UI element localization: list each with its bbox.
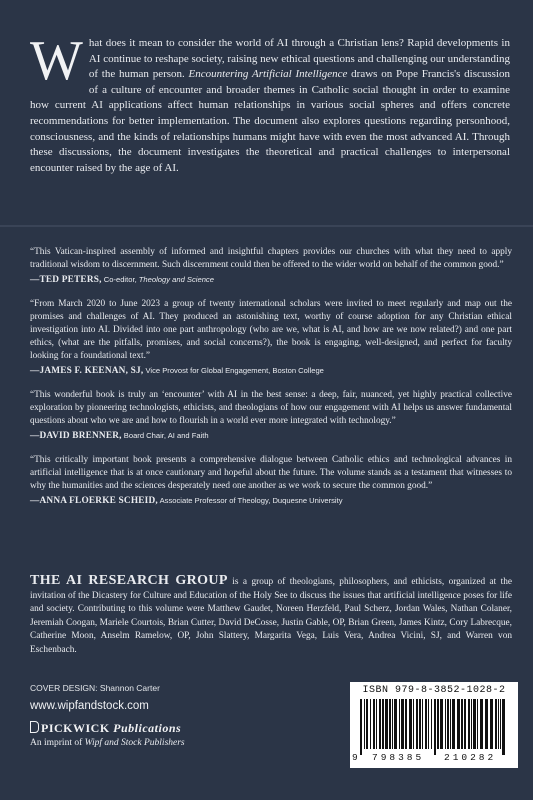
barcode-stripe	[366, 699, 368, 749]
barcode-stripe	[498, 699, 499, 749]
endorsement-1	[30, 246, 512, 287]
endorsement-quote: “From March 2020 to June 2023 a group of twenty international scholars were invited to meet regularly and map out the promises and challenges of AI. They produced an astonishing text, worthy of course adoption for any Christian ethical investigation into AI. Divided into one part anthropology (who are we, what is AI, and how are we now related?) and one part ethics, (what are the pitfalls, promises, and social concerns?), the book is engaging, well-designed, and perfect for faculty looking for a foundational text.”	[30, 299, 512, 361]
endorser-name: —TED PETERS,	[30, 275, 102, 285]
barcode-stripe	[405, 699, 407, 749]
barcode-stripe	[434, 699, 436, 755]
barcode-stripe	[495, 699, 497, 749]
endorsements	[30, 246, 512, 519]
barcode-digits-right: 210282	[444, 752, 497, 763]
barcode-stripe	[452, 699, 455, 749]
endorsement-2	[30, 298, 512, 378]
barcode-stripe	[360, 699, 362, 755]
barcode-stripe	[437, 699, 439, 749]
barcode-stripe	[477, 699, 478, 749]
publisher-logo	[30, 721, 181, 736]
barcode-stripe	[416, 699, 418, 749]
barcode	[350, 682, 518, 768]
imprint-prefix: An imprint of	[30, 738, 85, 748]
barcode-stripe	[389, 699, 391, 749]
group-name: THE AI RESEARCH GROUP	[30, 573, 228, 588]
barcode-stripe	[473, 699, 476, 749]
barcode-stripe	[428, 699, 429, 749]
barcode-stripe	[485, 699, 488, 749]
endorser-name: —JAMES F. KEENAN, SJ,	[30, 366, 144, 376]
barcode-stripe	[450, 699, 451, 749]
endorsement-4	[30, 454, 512, 508]
barcode-stripe	[373, 699, 375, 749]
endorsement-3	[30, 389, 512, 443]
barcode-stripe	[399, 699, 400, 749]
barcode-stripe	[468, 699, 470, 749]
intro-text-1: hat does it mean to consider the world of AI through a Christian lens? Rapid developments in AI continue to reshape society, raising new ethical questions and challenging our understanding of the human person.	[88, 37, 511, 81]
endorsement-quote: “This wonderful book is truly an ‘encounter’ with AI in the best sense: a deep, fair, nuanced, yet highly practical collective exploration by pioneering technologists, ethicists, and theologians of how our engagement with AI helps us answer fundamental questions about who we are and how to flourish in a world ever more integrated with technology.”	[30, 390, 512, 426]
endorsement-quote: “This Vatican-inspired assembly of informed and insightful chapters provides our churches with what they need to apply traditional wisdom to discernment. Such discernment could then be offered to the wider world on behalf of the common good.”	[30, 247, 512, 270]
endorser-role: Associate Professor of Theology, Duquesne University	[157, 496, 343, 505]
barcode-stripe	[440, 699, 443, 749]
book-title-italic: Encountering Artificial Intelligence	[188, 68, 348, 81]
barcode-stripe	[461, 699, 463, 749]
endorser-name: —DAVID BRENNER,	[30, 431, 122, 441]
intro-text-2: draws on Pope Francis's discussion of a culture of encounter and broader themes in Catholic social thought in order to examine how current AI applications affect human relationships in various social spheres and offers concrete recommendations for better implementation. The document also explores questions regarding personhood, consciousness, and the kinds of relationships humans might have with even the most advanced AI. Through these discussions, the document investigates the theoretical and practical challenges to interpersonal encounter raised by the age of AI.	[30, 68, 510, 174]
barcode-bars	[360, 699, 508, 757]
barcode-stripe	[490, 699, 493, 749]
barcode-stripe	[413, 699, 414, 749]
barcode-stripe	[445, 699, 446, 749]
pickwick-p-icon	[30, 721, 39, 733]
imprint-line	[30, 738, 185, 748]
endorsement-attribution	[30, 429, 512, 443]
barcode-stripe	[502, 699, 505, 755]
barcode-stripe	[364, 699, 365, 749]
barcode-stripe	[394, 699, 397, 749]
endorsement-attribution	[30, 273, 512, 287]
barcode-stripe	[382, 699, 384, 749]
barcode-stripe	[457, 699, 460, 749]
barcode-stripe	[431, 699, 432, 749]
endorsement-attribution	[30, 364, 512, 378]
barcode-stripe	[422, 699, 423, 749]
intro-paragraph	[30, 30, 511, 176]
endorser-role-italic: Theology and Science	[138, 275, 214, 284]
publisher-name-italic: Publications	[113, 721, 182, 735]
imprint-publisher: Wipf and Stock Publishers	[84, 738, 185, 748]
author-group-bio	[30, 574, 512, 657]
barcode-stripe	[385, 699, 388, 749]
barcode-stripe	[480, 699, 483, 749]
barcode-digit-lead: 9	[352, 752, 358, 763]
barcode-stripe	[392, 699, 393, 749]
drop-cap: W	[30, 30, 83, 92]
endorser-role: Board Chair, AI and Faith	[121, 431, 209, 440]
barcode-digits-left: 798385	[372, 752, 425, 763]
section-divider	[0, 225, 533, 227]
barcode-stripe	[379, 699, 381, 749]
barcode-stripe	[471, 699, 472, 749]
endorser-role: Co-editor,	[101, 275, 139, 284]
group-description: is a group of theologians, philosophers, and ethicists, organized at the invitation of the Dicastery for Culture and Education of the Holy See to discuss the issues that artificial intelligence poses for life and society. Contributing to this volume were Matthew Gaudet, Noreen Herzfeld, Paul Scherz, Jordan Wales, Nathan Colaner, Jeremiah Coogan, Mariele Courtois, Brian Cutter, David DeCosse, Justin Gable, OP, Brian Green, James Kintz, Cory Labrecque, Catherine Moon, Anselm Ramelow, OP, John Slattery, Margarita Vega, Luis Vera, Andrea Vicini, SJ, and Warren von Eschenbach.	[30, 577, 512, 655]
barcode-stripe	[370, 699, 371, 749]
barcode-stripe	[447, 699, 449, 749]
endorsement-attribution	[30, 494, 512, 508]
endorser-name: —ANNA FLOERKE SCHEID,	[30, 496, 158, 506]
publisher-url: www.wipfandstock.com	[30, 700, 149, 712]
isbn-label: ISBN 979-8-3852-1028-2	[362, 685, 506, 696]
cover-design-credit: COVER DESIGN: Shannon Carter	[30, 683, 160, 693]
endorser-role: Vice Provost for Global Engagement, Boston College	[143, 366, 324, 375]
barcode-stripe	[425, 699, 427, 749]
barcode-stripe	[464, 699, 466, 749]
publisher-name: PICKWICK	[41, 721, 110, 735]
barcode-stripe	[401, 699, 404, 749]
barcode-stripe	[419, 699, 421, 749]
barcode-stripe	[500, 699, 501, 749]
barcode-stripe	[409, 699, 412, 749]
endorsement-quote: “This critically important book presents a comprehensive dialogue between Catholic ethics and technological advances in artificial intelligence that is at once cautionary and hopeful about the future. The volume stands as a testament that witnesses to why the humanities and the sciences desperately need one another as we work to secure the common good.”	[30, 455, 512, 491]
barcode-stripe	[376, 699, 377, 749]
